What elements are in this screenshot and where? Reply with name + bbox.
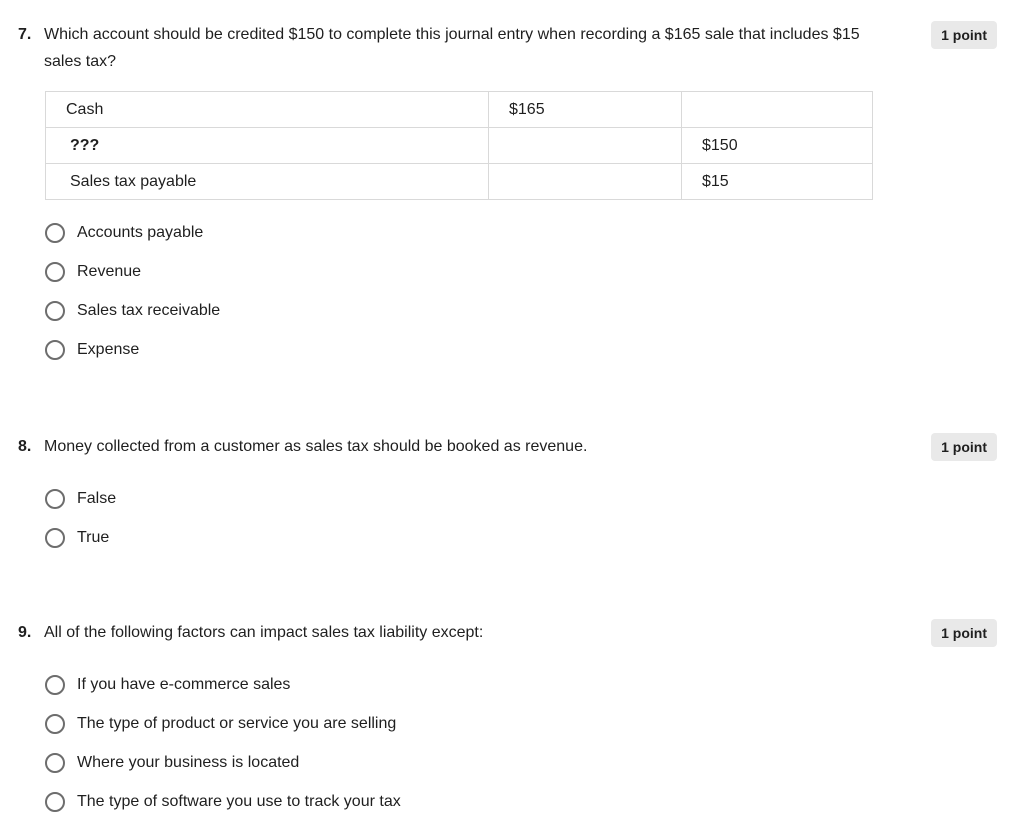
option-label: Sales tax receivable: [77, 301, 221, 319]
debit-cell: [489, 128, 682, 164]
option-label: False: [77, 489, 117, 507]
debit-cell: [489, 164, 682, 200]
account-cell: ???: [46, 128, 489, 164]
option-false[interactable]: [45, 479, 919, 518]
option-expense[interactable]: [45, 330, 919, 369]
account-cell: Sales tax payable: [46, 164, 489, 200]
table-row: [46, 164, 873, 200]
option-revenue[interactable]: [45, 252, 919, 291]
options-list: [45, 479, 919, 557]
option-label: Where your business is located: [77, 753, 300, 771]
credit-cell: $15: [682, 164, 873, 200]
option-true[interactable]: [45, 518, 919, 557]
option-business-location[interactable]: [45, 743, 919, 782]
radio-icon[interactable]: [45, 528, 65, 548]
option-label: If you have e-commerce sales: [77, 675, 291, 693]
option-product-or-service[interactable]: [45, 704, 919, 743]
options-list: [45, 665, 919, 821]
table-row: [46, 92, 873, 128]
option-label: True: [77, 528, 110, 546]
debit-cell: $165: [489, 92, 682, 128]
question-number: 7.: [18, 26, 32, 43]
option-label: Accounts payable: [77, 223, 204, 241]
question-text: Money collected from a customer as sales tax should be booked as revenue.: [44, 438, 588, 455]
option-label: Expense: [77, 340, 140, 358]
credit-cell: [682, 92, 873, 128]
account-cell: Cash: [46, 92, 489, 128]
points-badge: 1 point: [931, 619, 997, 647]
radio-icon[interactable]: [45, 714, 65, 734]
option-label: The type of software you use to track your tax: [77, 792, 401, 810]
table-row: [46, 128, 873, 164]
options-list: [45, 213, 919, 369]
option-label: Revenue: [77, 262, 142, 280]
radio-icon[interactable]: [45, 489, 65, 509]
option-label: The type of product or service you are selling: [77, 714, 397, 732]
option-software-to-track-tax[interactable]: [45, 782, 919, 821]
option-ecommerce-sales[interactable]: [45, 665, 919, 704]
radio-icon[interactable]: [45, 792, 65, 812]
question-8: [0, 433, 1024, 557]
points-badge: 1 point: [931, 21, 997, 49]
radio-icon[interactable]: [45, 753, 65, 773]
radio-icon[interactable]: [45, 262, 65, 282]
question-number: 9.: [18, 624, 32, 641]
credit-cell: $150: [682, 128, 873, 164]
radio-icon[interactable]: [45, 301, 65, 321]
option-sales-tax-receivable[interactable]: [45, 291, 919, 330]
option-accounts-payable[interactable]: [45, 213, 919, 252]
radio-icon[interactable]: [45, 340, 65, 360]
question-text: Which account should be credited $150 to complete this journal entry when recording a $165 sale that includes $15 sales tax?: [44, 26, 860, 70]
question-number: 8.: [18, 438, 32, 455]
points-badge: 1 point: [931, 433, 997, 461]
journal-entry-table: [45, 91, 873, 200]
radio-icon[interactable]: [45, 675, 65, 695]
radio-icon[interactable]: [45, 223, 65, 243]
question-9: [0, 619, 1024, 821]
question-text: All of the following factors can impact sales tax liability except:: [44, 624, 484, 641]
question-7: [0, 21, 1024, 369]
